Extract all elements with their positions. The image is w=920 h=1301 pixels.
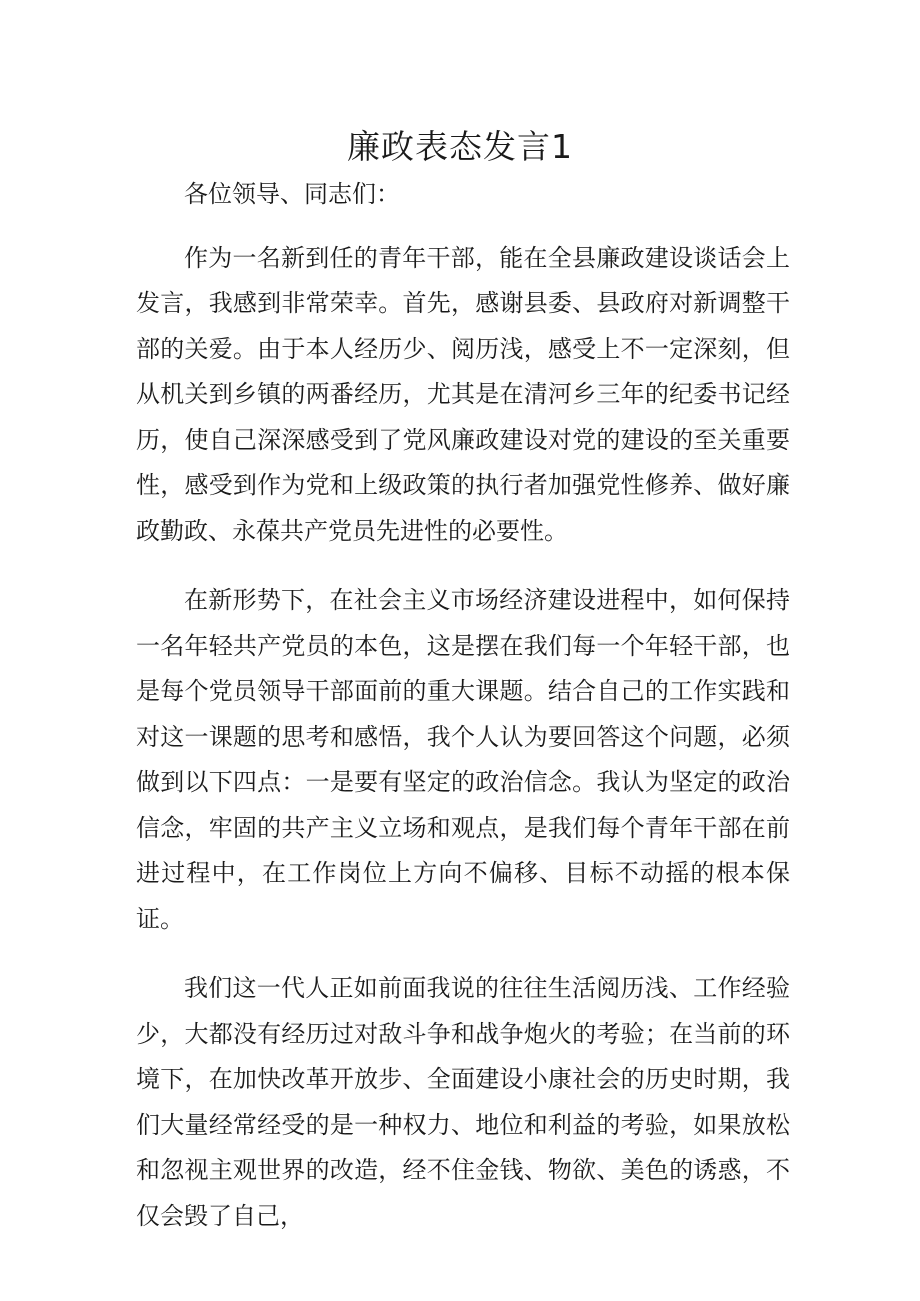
paragraph-1: 作为一名新到任的青年干部，能在全县廉政建设谈话会上发言，我感到非常荣幸。首先，感谢县委、县政府对新调整干部的关爱。由于本人经历少、阅历浅，感受上不一定深刻，但从机关到乡镇的两番经历，尤其是在清河乡三年的纪委书记经历，使自己深深感受到了党风廉政建设对党的建设的至关重要性，感受到作为党和上级政策的执行者加强党性修养、做好廉政勤政、永葆共产党员先进性的必要性。 (136, 243, 790, 545)
paragraph-2: 在新形势下，在社会主义市场经济建设进程中，如何保持一名年轻共产党员的本色，这是摆在我们每一个年轻干部，也是每个党员领导干部面前的重大课题。结合自己的工作实践和对这一课题的思考和感悟，我个人认为要回答这个问题，必须做到以下四点：一是要有坚定的政治信念。我认为坚定的政治信念，牢固的共产主义立场和观点，是我们每个青年干部在前进过程中，在工作岗位上方向不偏移、目标不动摇的根本保证。 (136, 586, 790, 933)
paragraph-3: 我们这一代人正如前面我说的往往生活阅历浅、工作经验少，大都没有经历过对敌斗争和战争炮火的考验；在当前的环境下，在加快改革开放步、全面建设小康社会的历史时期，我们大量经常经受的是一种权力、地位和利益的考验，如果放松和忽视主观世界的改造，经不住金钱、物欲、美色的诱惑，不仅会毁了自己， (136, 974, 790, 1230)
salutation: 各位领导、同志们： (184, 180, 400, 208)
document-body (136, 172, 790, 1239)
document-title: 廉政表态发言1 (347, 127, 573, 166)
